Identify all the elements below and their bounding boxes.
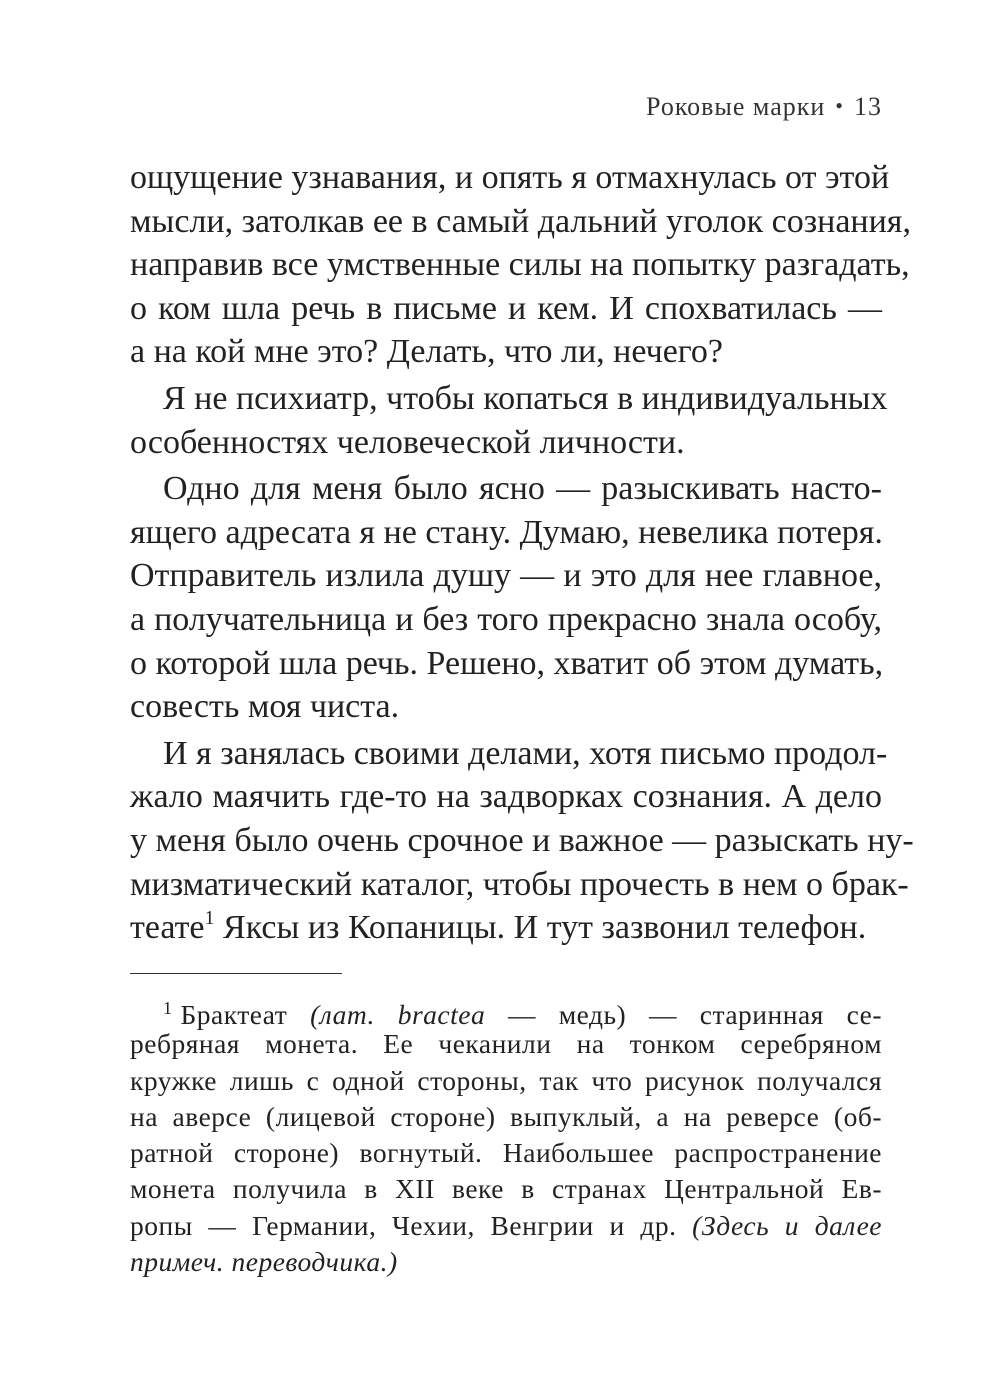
text-line: о которой шла речь. Решено, хватит об этом думать, xyxy=(130,644,884,682)
book-title: Роковые марки xyxy=(646,92,826,121)
italic-fragment: примеч. переводчика.) xyxy=(130,1246,398,1278)
text-line: И я занялась своими делами, хотя письмо продол- xyxy=(163,734,888,772)
footnote-line xyxy=(130,1244,882,1280)
text-line: мысли, затолкав ее в самый дальний уголок сознания, xyxy=(130,202,911,240)
text-fragment: Брактеат xyxy=(180,999,311,1030)
text-line: Одно для меня было ясно — разыскивать насто- xyxy=(163,470,882,508)
paragraph xyxy=(130,377,888,464)
paragraph xyxy=(130,732,914,950)
italic-fragment: (Здесь и далее xyxy=(692,1209,882,1241)
header-separator: • xyxy=(835,93,844,118)
footnote-line: ребряная монета. Ее чеканили на тонком серебряном xyxy=(130,1028,882,1060)
footnote-line xyxy=(130,990,882,1030)
text-fragment: — медь) — старинная се- xyxy=(485,999,882,1030)
text-line: совесть моя чиста. xyxy=(130,688,400,726)
text-fragment: ропы — Германии, Чехии, Венгрии и др. xyxy=(130,1209,693,1241)
italic-fragment: (лат. bractea xyxy=(310,999,486,1030)
footnote-divider xyxy=(130,973,342,974)
text-line: мизматический каталог, чтобы прочесть в нем о брак- xyxy=(130,865,909,903)
text-line: Я не психиатр, чтобы копаться в индивидуальных xyxy=(163,379,888,417)
text-fragment: Яксы из Копаницы. И тут зазвонил телефон. xyxy=(214,909,867,947)
text-line: ящего адресата я не стану. Думаю, невелика потеря. xyxy=(130,513,883,551)
paragraph xyxy=(130,156,911,374)
text-line: а на кой мне это? Делать, что ли, нечего? xyxy=(130,333,723,371)
footnote xyxy=(130,990,882,1280)
text-line: а получательница и без того прекрасно знала особу, xyxy=(130,600,882,638)
running-header xyxy=(646,92,882,122)
body-text xyxy=(130,156,914,950)
text-line: у меня было очень срочное и важное — разыскать ну- xyxy=(130,821,914,859)
text-fragment: теате xyxy=(130,909,205,947)
text-line: жало маячить где-то на задворках сознания. А дело xyxy=(130,778,882,816)
text-line xyxy=(130,906,882,950)
footnote-reference[interactable]: 1 xyxy=(204,907,215,930)
footnote-line xyxy=(130,1208,882,1244)
page-number: 13 xyxy=(854,92,882,121)
text-line: Отправитель излила душу — и это для нее главное, xyxy=(130,557,882,595)
footnote-line: на аверсе (лицевой стороне) выпуклый, а на реверсе (об- xyxy=(130,1100,882,1132)
footnote-line: ратной стороне) вогнутый. Наибольшее распространение xyxy=(130,1137,882,1169)
text-line: о ком шла речь в письме и кем. И спохватилась — xyxy=(130,289,882,327)
text-line: особенностях человеческой личности. xyxy=(130,423,685,461)
footnote-mark: 1 xyxy=(163,998,173,1018)
footnote-line: монета получила в XII веке в странах Центральной Ев- xyxy=(130,1173,882,1205)
text-line: направив все умственные силы на попытку разгадать, xyxy=(130,246,910,284)
paragraph xyxy=(130,467,882,729)
footnote-line: кружке лишь с одной стороны, так что рисунок получался xyxy=(130,1064,882,1096)
text-line: ощущение узнавания, и опять я отмахнулась от этой xyxy=(130,159,890,196)
